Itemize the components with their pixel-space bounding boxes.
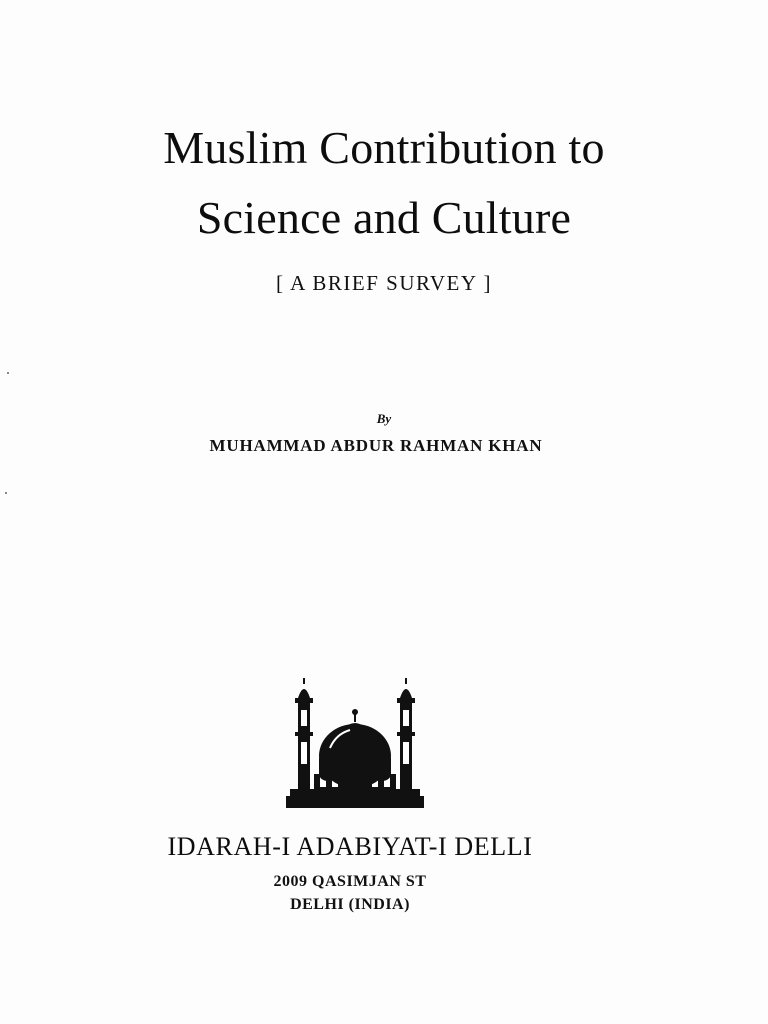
book-title-line-2: Science and Culture xyxy=(196,192,572,243)
mosque-icon xyxy=(280,676,430,812)
byline-by: By xyxy=(376,411,392,426)
publisher-address-line-2: DELHI (INDIA) xyxy=(290,896,410,913)
scan-speck xyxy=(5,492,7,494)
author-name: MUHAMMAD ABDUR RAHMAN KHAN xyxy=(209,436,543,455)
scan-speck xyxy=(7,372,9,374)
book-subtitle: [ A BRIEF SURVEY ] xyxy=(276,271,492,295)
publisher-name: IDARAH-I ADABIYAT-I DELLI xyxy=(167,832,533,861)
book-title-line-1: Muslim Contribution to xyxy=(163,122,605,173)
publisher-address-line-1: 2009 QASIMJAN ST xyxy=(273,873,427,890)
